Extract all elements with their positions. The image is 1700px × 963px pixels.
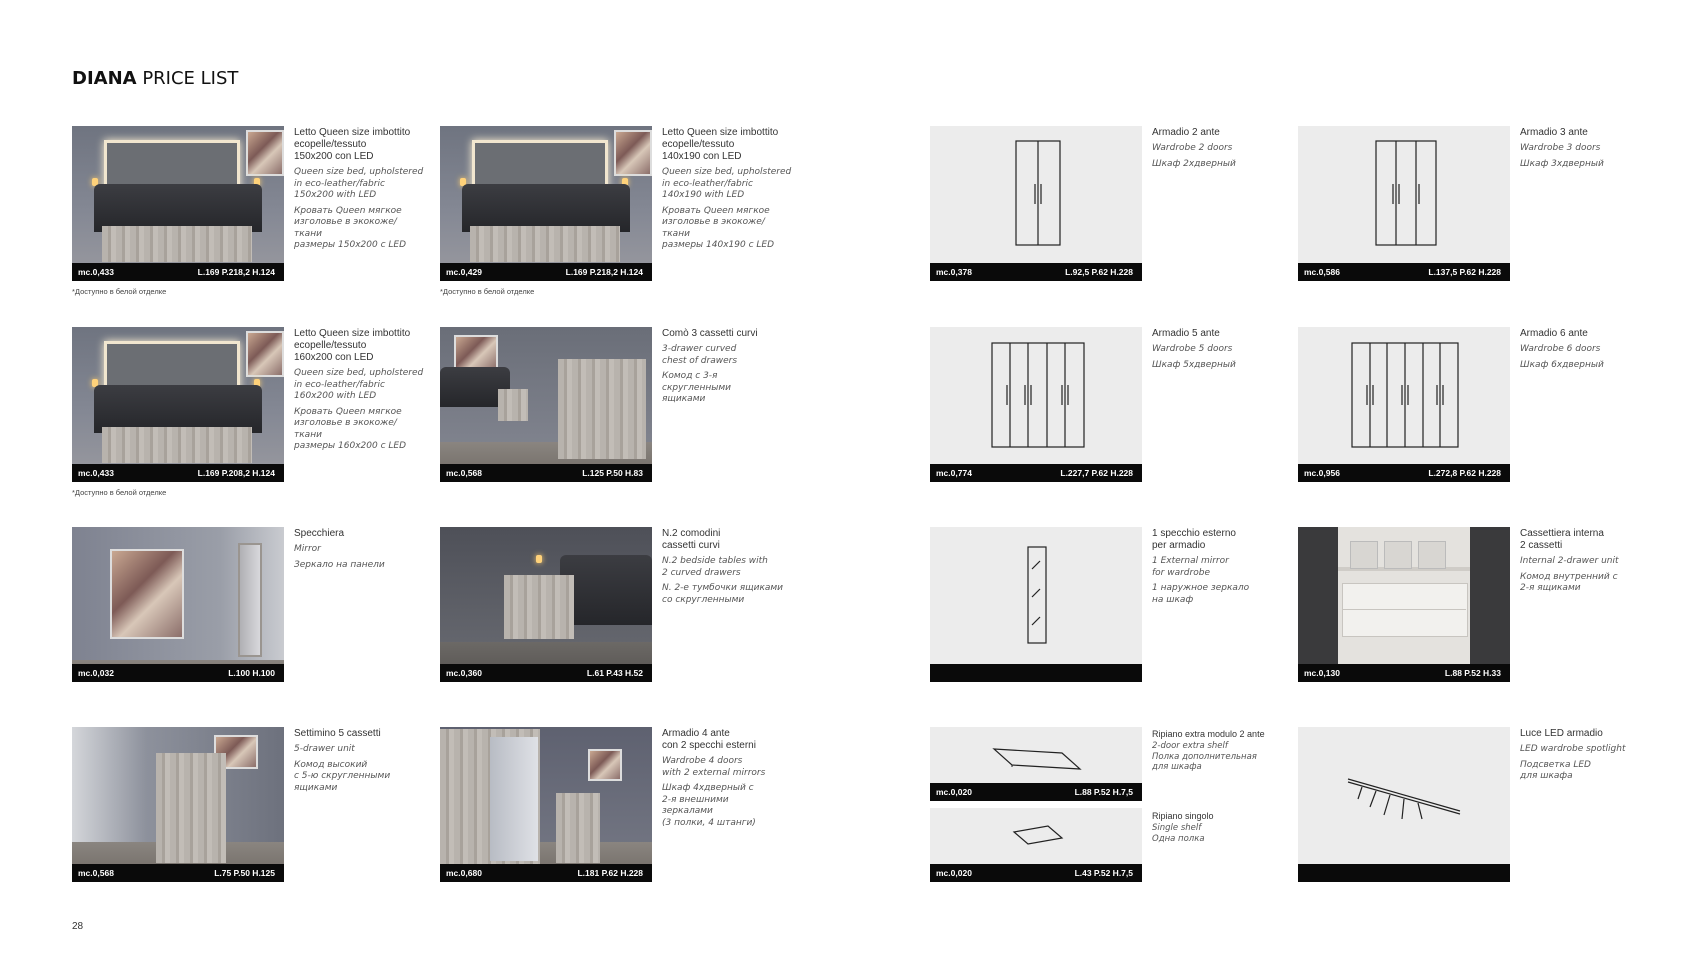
- product-item[interactable]: [1298, 527, 1638, 687]
- finish-note: *Доступно в белой отделке: [72, 488, 167, 497]
- product-drawing: [930, 527, 1142, 682]
- product-name: Cassettiera interna 2 cassetti: [1520, 528, 1604, 551]
- volume-label: mc.0,020: [936, 787, 972, 797]
- volume-label: mc.0,956: [1304, 468, 1340, 478]
- product-item[interactable]: [1298, 727, 1638, 887]
- product-name: Armadio 4 ante con 2 specchi esterni: [662, 728, 756, 751]
- price-bar: [1298, 864, 1510, 882]
- wardrobe-3-door-drawing: [1298, 126, 1510, 281]
- product-desc-en: Wardrobe 4 doors with 2 external mirrors: [662, 756, 766, 778]
- price-bar: [1298, 464, 1510, 482]
- product-desc-ru: Кровать Queen мягкое изголовье в экокоже/ткани размеры 150x200 с LED: [294, 205, 407, 250]
- dimensions-label: L.100 H.100: [228, 668, 275, 678]
- volume-label: mc.0,360: [446, 668, 482, 678]
- product-desc-en: 2-door extra shelf: [1152, 741, 1228, 751]
- price-bar: [930, 664, 1142, 682]
- product-name: Armadio 3 ante: [1520, 127, 1588, 138]
- product-photo: [440, 126, 652, 281]
- price-bar: [1298, 664, 1510, 682]
- page-title: DIANA PRICE LIST: [72, 68, 239, 89]
- product-item[interactable]: [72, 527, 412, 687]
- product-desc-ru: 1 наружное зеркало на шкаф: [1152, 583, 1250, 605]
- product-name: Ripiano extra modulo 2 ante: [1152, 729, 1265, 739]
- volume-label: mc.0,568: [446, 468, 482, 478]
- wardrobe-2-door-drawing: [930, 126, 1142, 281]
- price-bar: [930, 263, 1142, 281]
- product-desc-en: Single shelf: [1152, 823, 1202, 833]
- dimensions-label: L.181 P.62 H.228: [577, 868, 643, 878]
- price-bar: [930, 783, 1142, 801]
- product-drawing: [930, 327, 1142, 482]
- led-spotlight-drawing: [1298, 727, 1510, 882]
- dimensions-label: L.169 P.208,2 H.124: [197, 468, 275, 478]
- product-name: Specchiera: [294, 528, 345, 539]
- product-photo: [72, 527, 284, 682]
- product-desc-en: 3-drawer curved chest of drawers: [662, 344, 738, 366]
- product-photo: [440, 327, 652, 482]
- product-desc-en: N.2 bedside tables with 2 curved drawers: [662, 556, 768, 578]
- volume-label: mc.0,568: [78, 868, 114, 878]
- product-desc-ru: Комод с 3-я скругленными ящиками: [662, 371, 731, 404]
- dimensions-label: L.125 P.50 H.83: [582, 468, 643, 478]
- product-name: Armadio 2 ante: [1152, 127, 1220, 138]
- dimensions-label: L.43 P.52 H.7,5: [1074, 868, 1133, 878]
- product-desc-ru: Шкаф 6хдверный: [1520, 359, 1604, 370]
- product-desc-ru: Комод внутренний с 2-я ящиками: [1520, 571, 1618, 593]
- volume-label: mc.0,433: [78, 267, 114, 277]
- dimensions-label: L.137,5 P.62 H.228: [1428, 267, 1501, 277]
- wardrobe-5-door-drawing: [930, 327, 1142, 482]
- product-desc-en: 1 External mirror for wardrobe: [1152, 556, 1229, 578]
- product-name: N.2 comodini cassetti curvi: [662, 528, 721, 551]
- finish-note: *Доступно в белой отделке: [440, 287, 535, 296]
- product-photo: [72, 126, 284, 281]
- product-desc-en: Mirror: [294, 544, 321, 554]
- product-item[interactable]: [930, 126, 1270, 286]
- product-photo: [440, 527, 652, 682]
- volume-label: mc.0,680: [446, 868, 482, 878]
- product-photo: [440, 727, 652, 882]
- volume-label: mc.0,130: [1304, 668, 1340, 678]
- price-bar: [930, 864, 1142, 882]
- product-name: Luce LED armadio: [1520, 728, 1603, 739]
- price-bar: [72, 664, 284, 682]
- page-number: 28: [72, 921, 84, 932]
- product-drawing: [930, 126, 1142, 281]
- product-name: Armadio 5 ante: [1152, 328, 1220, 339]
- product-desc-en: Wardrobe 2 doors: [1152, 143, 1233, 153]
- price-bar: [72, 263, 284, 281]
- price-bar: [440, 464, 652, 482]
- wardrobe-6-door-drawing: [1298, 327, 1510, 482]
- price-bar: [72, 464, 284, 482]
- product-name: Letto Queen size imbottito ecopelle/tessuto 150x200 con LED: [294, 127, 411, 162]
- volume-label: mc.0,429: [446, 267, 482, 277]
- product-desc-ru: Шкаф 4хдверный с 2-я внешними зеркалами (3 полки, 4 штанги): [662, 783, 756, 828]
- product-item[interactable]: [72, 126, 424, 286]
- product-name: Letto Queen size imbottito ecopelle/tessuto 160x200 con LED: [294, 328, 411, 363]
- product-desc-en: 5-drawer unit: [294, 744, 355, 754]
- dimensions-label: L.272,8 P.62 H.228: [1428, 468, 1501, 478]
- product-desc-en: Queen size bed, upholstered in eco-leather/fabric 150x200 with LED: [294, 167, 424, 200]
- product-item[interactable]: [72, 727, 412, 887]
- product-photo: [1298, 527, 1510, 682]
- product-item[interactable]: [440, 126, 792, 286]
- dimensions-label: L.61 P.43 H.52: [586, 668, 643, 678]
- price-bar: [930, 464, 1142, 482]
- price-bar: [72, 864, 284, 882]
- dimensions-label: L.169 P.218,2 H.124: [565, 267, 643, 277]
- product-drawing: [1298, 727, 1510, 882]
- dimensions-label: L.88 P.52 H.7,5: [1074, 787, 1133, 797]
- product-drawing: [930, 727, 1142, 801]
- dimensions-label: L.92,5 P.62 H.228: [1065, 267, 1133, 277]
- product-desc-ru: Шкаф 5хдверный: [1152, 359, 1236, 370]
- product-desc-en: Internal 2-drawer unit: [1520, 556, 1619, 566]
- product-photo: [72, 727, 284, 882]
- product-item[interactable]: [930, 527, 1270, 687]
- price-bar: [440, 864, 652, 882]
- product-desc-ru: Комод высокий с 5-ю скругленными ящиками: [294, 759, 391, 793]
- product-drawing: [1298, 327, 1510, 482]
- product-item[interactable]: [1298, 126, 1638, 286]
- product-name: Letto Queen size imbottito ecopelle/tessuto 140x190 con LED: [662, 127, 779, 162]
- product-item[interactable]: [1298, 327, 1638, 487]
- product-desc-ru: Подсветка LED для шкафа: [1520, 759, 1591, 781]
- product-desc-ru: Зеркало на панели: [294, 559, 385, 570]
- product-item[interactable]: [440, 327, 780, 487]
- product-desc-ru: Шкаф 2хдверный: [1152, 158, 1236, 169]
- dimensions-label: L.169 P.218,2 H.124: [197, 267, 275, 277]
- product-name: Comò 3 cassetti curvi: [662, 328, 758, 339]
- dimensions-label: L.227,7 P.62 H.228: [1060, 468, 1133, 478]
- product-desc-en: Wardrobe 6 doors: [1520, 344, 1601, 354]
- volume-label: mc.0,032: [78, 668, 114, 678]
- price-bar: [440, 664, 652, 682]
- product-item[interactable]: [930, 327, 1270, 487]
- volume-label: mc.0,020: [936, 868, 972, 878]
- volume-label: mc.0,433: [78, 468, 114, 478]
- product-desc-en: Queen size bed, upholstered in eco-leather/fabric 160x200 with LED: [294, 368, 424, 401]
- product-name: Settimino 5 cassetti: [294, 728, 381, 739]
- product-item[interactable]: [930, 808, 1270, 882]
- product-desc-en: Wardrobe 3 doors: [1520, 143, 1601, 153]
- volume-label: mc.0,586: [1304, 267, 1340, 277]
- price-bar: [440, 263, 652, 281]
- product-desc-ru: Одна полка: [1152, 833, 1205, 844]
- product-desc-ru: Кровать Queen мягкое изголовье в экокоже/ткани размеры 160x200 с LED: [294, 406, 407, 451]
- external-mirror-drawing: [930, 527, 1142, 682]
- product-desc-ru: Кровать Queen мягкое изголовье в экокоже/ткани размеры 140x190 с LED: [662, 205, 775, 250]
- product-name: 1 specchio esterno per armadio: [1152, 528, 1236, 551]
- price-bar: [1298, 263, 1510, 281]
- product-desc-en: Queen size bed, upholstered in eco-leather/fabric 140x190 with LED: [662, 167, 792, 200]
- product-item[interactable]: [72, 327, 424, 487]
- product-item[interactable]: [440, 527, 784, 687]
- product-drawing: [1298, 126, 1510, 281]
- dimensions-label: L.75 P.50 H.125: [214, 868, 275, 878]
- product-desc-ru: Шкаф 3хдверный: [1520, 158, 1604, 169]
- volume-label: mc.0,774: [936, 468, 972, 478]
- dimensions-label: L.88 P.52 H.33: [1444, 668, 1501, 678]
- finish-note: *Доступно в белой отделке: [72, 287, 167, 296]
- product-desc-en: LED wardrobe spotlight: [1520, 744, 1626, 754]
- product-name: Armadio 6 ante: [1520, 328, 1588, 339]
- product-desc-ru: Полка дополнительная для шкафа: [1152, 751, 1257, 772]
- product-drawing: [930, 808, 1142, 882]
- volume-label: mc.0,378: [936, 267, 972, 277]
- product-desc-ru: N. 2-е тумбочки ящиками со скругленными: [662, 583, 784, 605]
- product-desc-en: Wardrobe 5 doors: [1152, 344, 1233, 354]
- product-item[interactable]: [930, 727, 1270, 801]
- product-item[interactable]: [440, 727, 780, 887]
- product-name: Ripiano singolo: [1152, 811, 1214, 821]
- product-photo: [72, 327, 284, 482]
